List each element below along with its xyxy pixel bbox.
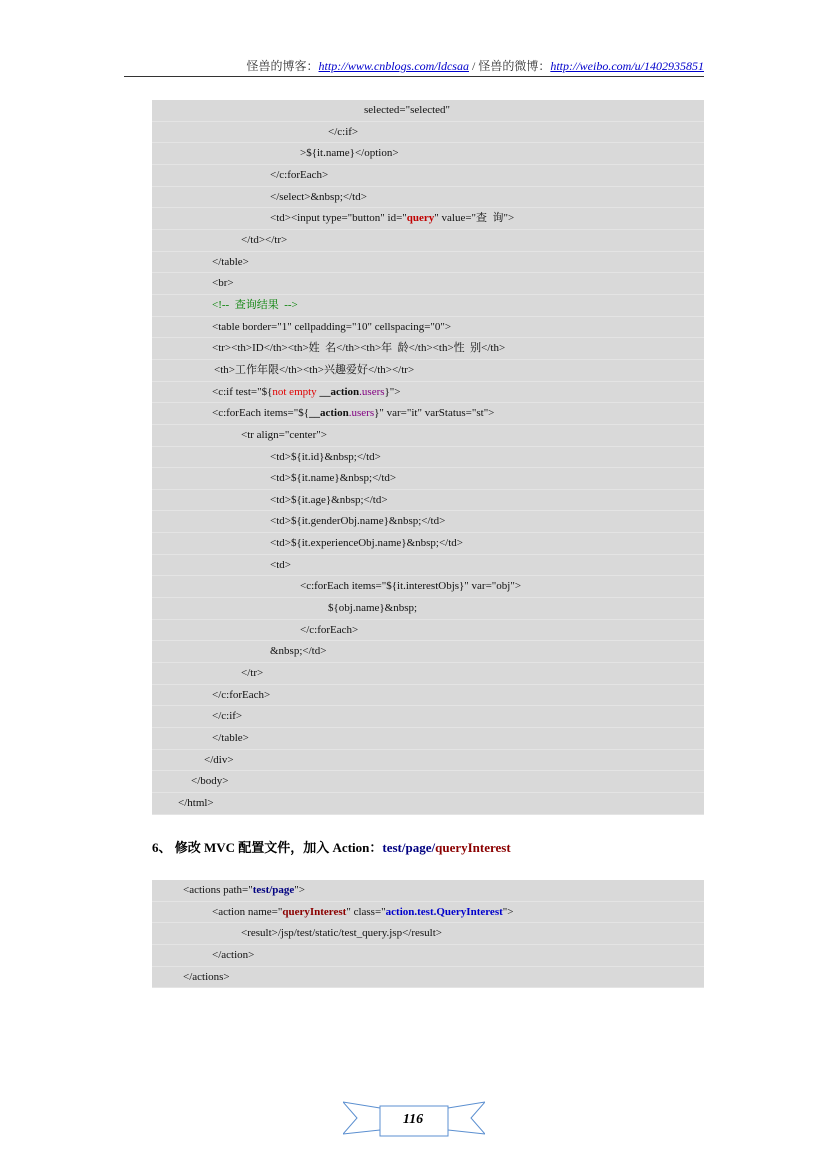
code-token: </c:forEach> xyxy=(270,168,329,181)
code-token: <td>${it.genderObj.name}&nbsp;</td> xyxy=(270,515,446,528)
code-token: </c:forEach> xyxy=(300,623,359,636)
code-token: action.test.QueryInterest xyxy=(385,905,503,918)
code-line xyxy=(152,728,704,750)
code-line xyxy=(152,100,704,122)
section-heading xyxy=(152,838,511,858)
section-heading-text: 6、 修改 MVC 配置文件，加入 Action： xyxy=(152,840,383,855)
code-token: "> xyxy=(502,905,514,918)
code-line xyxy=(152,923,704,945)
code-line xyxy=(152,555,704,577)
code-token: ${obj.name}&nbsp; xyxy=(328,602,418,615)
code-line xyxy=(152,468,704,490)
code-line xyxy=(152,880,704,902)
code-token: .users xyxy=(348,407,375,420)
blog-link[interactable]: http://www.cnblogs.com/ldcsaa xyxy=(318,59,469,73)
code-line xyxy=(152,902,704,924)
code-token: </body> xyxy=(191,775,229,788)
code-token: <!-- 查询结果 --> xyxy=(212,298,298,311)
code-line xyxy=(152,598,704,620)
code-token: </action> xyxy=(212,948,255,961)
code-line xyxy=(152,685,704,707)
code-token: <td><input type="button" id=" xyxy=(270,212,407,225)
code-block-config xyxy=(152,880,704,988)
header-separator: / xyxy=(468,59,479,73)
code-token: </html> xyxy=(178,797,214,809)
page-header xyxy=(124,58,704,74)
code-line xyxy=(152,663,704,685)
page-number-ribbon xyxy=(343,1100,485,1140)
code-token: .users xyxy=(359,385,385,398)
code-token: test/page xyxy=(252,884,295,896)
code-token: <th>工作年限</th><th>兴趣爱好</th></tr> xyxy=(214,363,415,376)
code-token: <action name=" xyxy=(212,905,283,918)
code-token: <td>${it.age}&nbsp;</td> xyxy=(270,493,388,506)
code-line xyxy=(152,317,704,339)
code-token: <td> xyxy=(270,558,291,571)
code-block-jsp xyxy=(152,100,704,815)
code-token: " value="查 询"> xyxy=(434,212,515,225)
code-token: </c:if> xyxy=(212,710,243,723)
code-line xyxy=(152,620,704,642)
code-line xyxy=(152,230,704,252)
code-line xyxy=(152,967,704,989)
code-line xyxy=(152,771,704,793)
code-line xyxy=(152,403,704,425)
code-line xyxy=(152,338,704,360)
code-token: }"> xyxy=(384,385,401,398)
code-line xyxy=(152,187,704,209)
code-line xyxy=(152,641,704,663)
code-line xyxy=(152,252,704,274)
section-heading-path: test/page/ xyxy=(382,840,436,855)
code-token: queryInterest xyxy=(282,905,347,918)
code-token: </table> xyxy=(212,732,249,745)
code-token: selected="selected" xyxy=(364,104,451,116)
code-line xyxy=(152,382,704,404)
code-token: <td>${it.id}&nbsp;</td> xyxy=(270,450,381,463)
code-token: </div> xyxy=(204,753,234,766)
code-line xyxy=(152,793,704,815)
code-token: }" var="it" varStatus="st"> xyxy=(374,407,495,420)
code-token: <c:forEach items="${it.interestObjs}" var="obj"> xyxy=(300,580,522,593)
code-line xyxy=(152,143,704,165)
code-line xyxy=(152,706,704,728)
code-line xyxy=(152,576,704,598)
code-token: </c:forEach> xyxy=(212,688,271,701)
code-token: >${it.name}</option> xyxy=(300,147,399,160)
code-token: <actions path=" xyxy=(183,884,253,896)
code-token: <br> xyxy=(212,277,234,290)
code-token: <td>${it.name}&nbsp;</td> xyxy=(270,472,397,485)
code-token: </table> xyxy=(212,255,249,268)
code-token: __action xyxy=(309,407,349,420)
code-line xyxy=(152,360,704,382)
code-line xyxy=(152,945,704,967)
code-token: </actions> xyxy=(183,970,230,983)
code-line xyxy=(152,295,704,317)
code-token: <c:if test="${ xyxy=(212,385,273,398)
code-token: " class=" xyxy=(346,905,386,918)
code-token: </td></tr> xyxy=(241,233,288,246)
page-number: 116 xyxy=(402,1112,424,1127)
section-heading-action: queryInterest xyxy=(435,840,511,855)
code-line xyxy=(152,425,704,447)
code-token: "> xyxy=(294,884,305,896)
code-line xyxy=(152,165,704,187)
code-token: <tr align="center"> xyxy=(241,428,327,441)
code-line xyxy=(152,447,704,469)
code-token: <tr><th>ID</th><th>姓 名</th><th>年 龄</th><th>性 别</th> xyxy=(212,342,506,355)
code-line xyxy=(152,490,704,512)
code-line xyxy=(152,273,704,295)
code-token: <result>/jsp/test/static/test_query.jsp</result> xyxy=(241,927,442,940)
weibo-link[interactable]: http://weibo.com/u/1402935851 xyxy=(550,59,704,73)
code-token: <c:forEach items="${ xyxy=(212,407,310,420)
code-token: <td>${it.experienceObj.name}&nbsp;</td> xyxy=(270,537,463,550)
code-line xyxy=(152,511,704,533)
code-token: __action xyxy=(319,385,360,398)
code-line xyxy=(152,208,704,230)
blog-label: 怪兽的博客： xyxy=(246,59,319,73)
code-token: <table border="1" cellpadding="10" cellspacing="0"> xyxy=(212,320,452,333)
code-token: &nbsp;</td> xyxy=(270,645,327,658)
code-token: not empty xyxy=(272,385,320,398)
code-token: query xyxy=(406,212,435,225)
code-line xyxy=(152,122,704,144)
code-token: </c:if> xyxy=(328,125,359,138)
code-line xyxy=(152,750,704,772)
code-token: </tr> xyxy=(241,667,264,680)
code-token: </select>&nbsp;</td> xyxy=(270,190,367,203)
code-line xyxy=(152,533,704,555)
header-divider xyxy=(124,76,704,77)
weibo-label: 怪兽的微博： xyxy=(478,59,551,73)
